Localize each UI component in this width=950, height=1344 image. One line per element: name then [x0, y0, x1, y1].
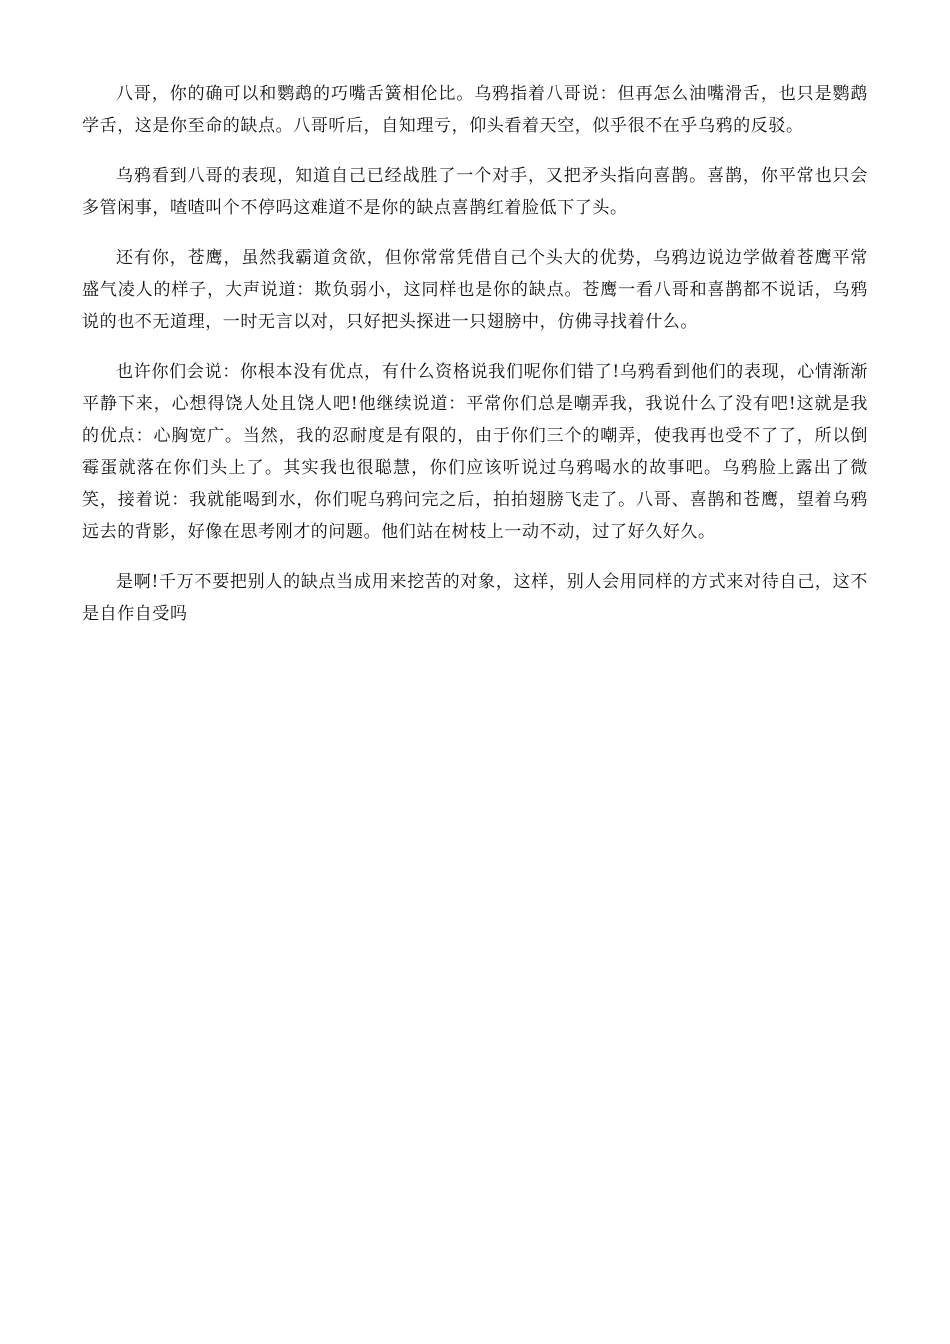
- paragraph-2: 乌鸦看到八哥的表现，知道自己已经战胜了一个对手，又把矛头指向喜鹊。喜鹊，你平常也只会多管闲事，喳喳叫个不停吗这难道不是你的缺点喜鹊红着脸低下了头。: [82, 166, 868, 218]
- document-page: [82, 78, 868, 648]
- paragraph-5: 是啊!千万不要把别人的缺点当成用来挖苦的对象，这样，别人会用同样的方式来对待自己，这不是自作自受吗: [82, 572, 868, 624]
- paragraph-1: 八哥，你的确可以和鹦鹉的巧嘴舌簧相伦比。乌鸦指着八哥说：但再怎么油嘴滑舌，也只是鹦鹉学舌，这是你至命的缺点。八哥听后，自知理亏，仰头看着天空，似乎很不在乎乌鸦的反驳。: [82, 84, 868, 136]
- paragraph-4: 也许你们会说：你根本没有优点，有什么资格说我们呢你们错了!乌鸦看到他们的表现，心情渐渐平静下来，心想得饶人处且饶人吧!他继续说道：平常你们总是嘲弄我，我说什么了没有吧!这就是我的优点：心胸宽广。当然，我的忍耐度是有限的，由于你们三个的嘲弄，使我再也受不了了，所以倒霉蛋就落在你们头上了。其实我也很聪慧，你们应该听说过乌鸦喝水的故事吧。乌鸦脸上露出了微笑，接着说：我就能喝到水，你们呢乌鸦问完之后，拍拍翅膀飞走了。八哥、喜鹊和苍鹰，望着乌鸦远去的背影，好像在思考刚才的问题。他们站在树枝上一动不动，过了好久好久。: [82, 362, 868, 542]
- paragraph-3: 还有你，苍鹰，虽然我霸道贪欲，但你常常凭借自己个头大的优势，乌鸦边说边学做着苍鹰平常盛气凌人的样子，大声说道：欺负弱小，这同样也是你的缺点。苍鹰一看八哥和喜鹊都不说话，乌鸦说的也不无道理，一时无言以对，只好把头探进一只翅膀中，仿佛寻找着什么。: [82, 248, 868, 332]
